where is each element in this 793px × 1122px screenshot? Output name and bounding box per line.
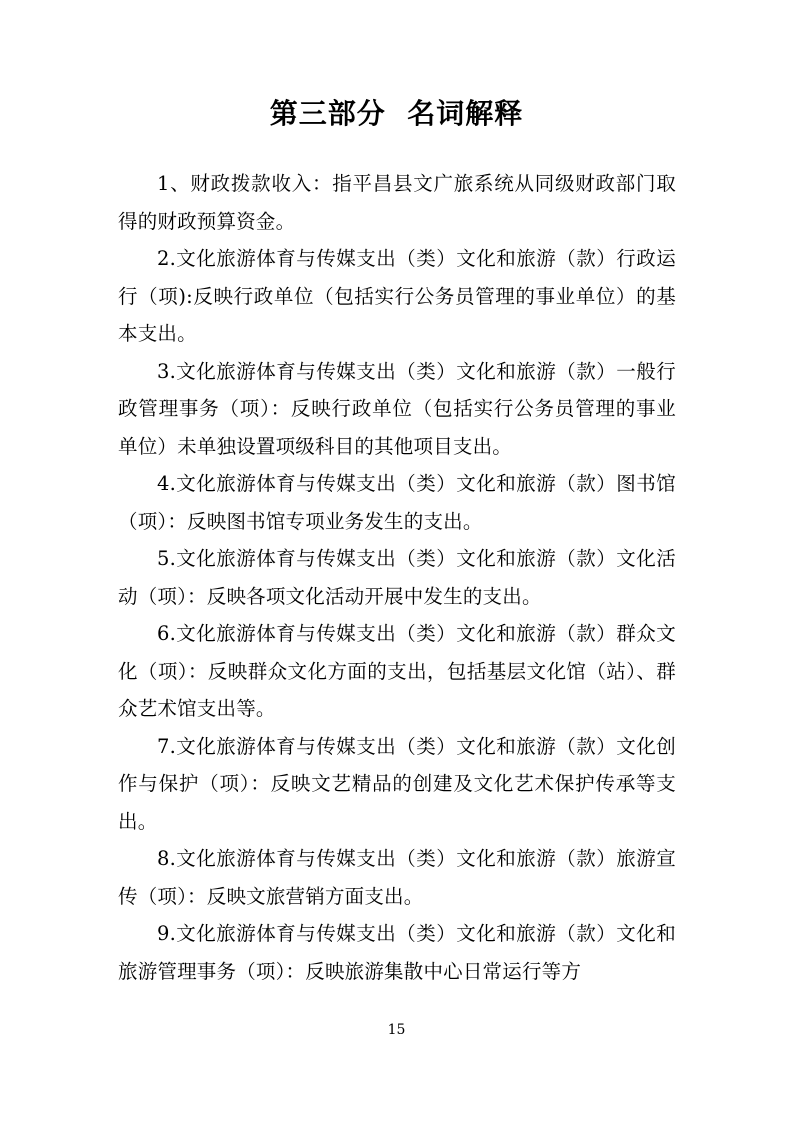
paragraph: 8.文化旅游体育与传媒支出（类）文化和旅游（款）旅游宣传（项）：反映文旅营销方面支出。 bbox=[118, 847, 676, 908]
page-number: 15 bbox=[387, 1022, 406, 1038]
document-body bbox=[118, 165, 676, 990]
paragraph: 3.文化旅游体育与传媒支出（类）文化和旅游（款）一般行政管理事务（项）：反映行政单位（包括实行公务员管理的事业单位）未单独设置项级科目的其他项目支出。 bbox=[118, 359, 676, 458]
paragraph: 6.文化旅游体育与传媒支出（类）文化和旅游（款）群众文化（项）：反映群众文化方面的支出，包括基层文化馆（站）、群众艺术馆支出等。 bbox=[118, 622, 676, 720]
paragraph: 4.文化旅游体育与传媒支出（类）文化和旅游（款）图书馆（项）：反映图书馆专项业务发生的支出。 bbox=[118, 472, 676, 533]
paragraph: 2.文化旅游体育与传媒支出（类）文化和旅游（款）行政运行（项):反映行政单位（包括实行公务员管理的事业单位）的基本支出。 bbox=[118, 247, 676, 345]
paragraph: 5.文化旅游体育与传媒支出（类）文化和旅游（款）文化活动（项）：反映各项文化活动开展中发生的支出。 bbox=[118, 547, 676, 608]
page-title: 第三部分 名词解释 bbox=[269, 97, 524, 130]
paragraph: 9.文化旅游体育与传媒支出（类）文化和旅游（款）文化和旅游管理事务（项）：反映旅游集散中心日常运行等方 bbox=[118, 922, 676, 983]
paragraph: 1、财政拨款收入：指平昌县文广旅系统从同级财政部门取得的财政预算资金。 bbox=[118, 172, 676, 233]
paragraph: 7.文化旅游体育与传媒支出（类）文化和旅游（款）文化创作与保护（项）：反映文艺精品的创建及文化艺术保护传承等支出。 bbox=[118, 734, 676, 833]
